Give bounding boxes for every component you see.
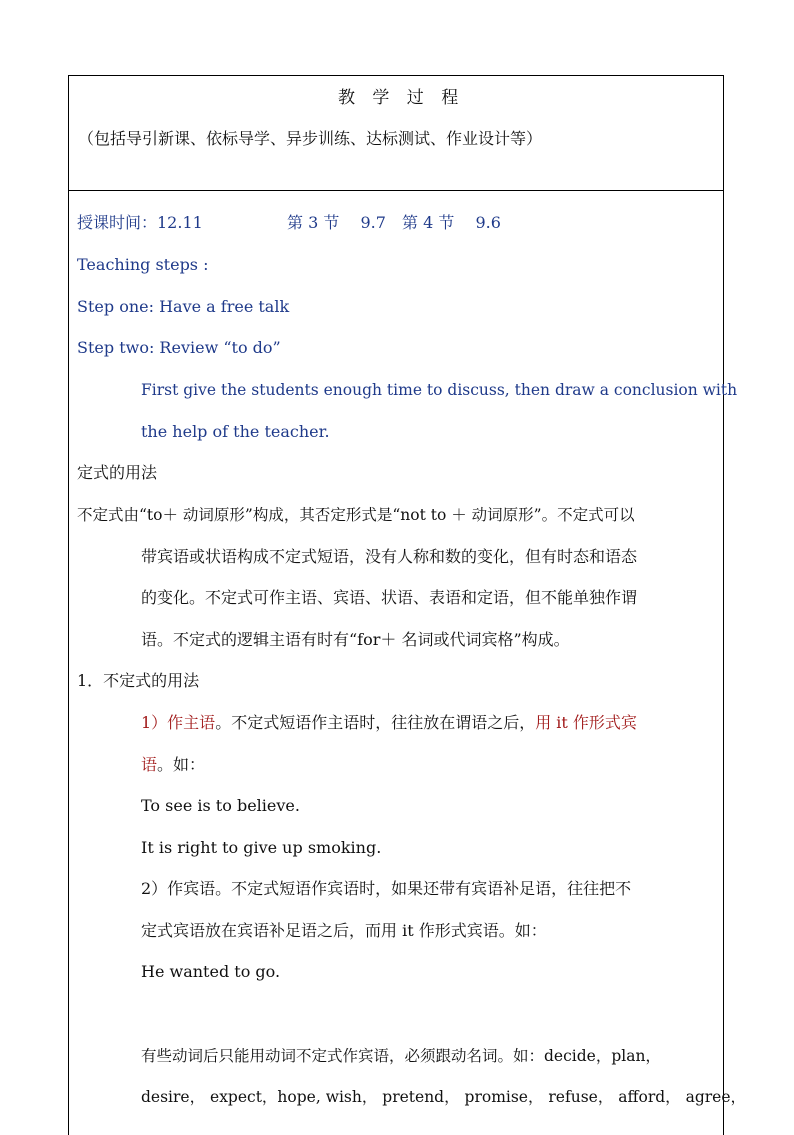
item-1-highlight-end: 语 <box>141 755 158 774</box>
page-title: 教 学 过 程 <box>338 88 465 108</box>
item-1-line-2 <box>141 755 205 775</box>
intro-line-2: 带宾语或状语构成不定式短语，没有人称和数的变化，但有时态和语态 <box>141 547 638 566</box>
teaching-steps-heading: Teaching steps : <box>77 255 209 274</box>
item-1-example-1: To see is to believe. <box>141 796 300 815</box>
schedule-section-3: 第 3 节 9.7 <box>287 213 386 232</box>
discuss-line-2: the help of the teacher. <box>141 422 330 441</box>
verbs-line-1: 有些动词后只能用动词不定式作宾语，必须跟动名词。如：decide，plan， <box>141 1047 661 1065</box>
section-1-heading: 1．不定式的用法 <box>77 671 200 690</box>
schedule-date: 授课时间：12.11 <box>77 213 203 232</box>
intro-line-1: 不定式由“to＋ 动词原形”构成，其否定形式是“not to ＋ 动词原形”。不定式可以 <box>77 506 635 524</box>
item-1-line-1 <box>141 713 637 733</box>
item-1-text-end: 。如： <box>157 755 206 774</box>
item-2-example: He wanted to go. <box>141 962 281 981</box>
discuss-line-1: First give the students enough time to discuss, then draw a conclusion with <box>141 381 738 399</box>
intro-line-3: 的变化。不定式可作主语、宾语、状语、表语和定语，但不能单独作谓 <box>141 588 638 607</box>
schedule-section-4: 第 4 节 9.6 <box>402 213 501 232</box>
header-divider <box>68 190 724 191</box>
usage-heading: 定式的用法 <box>77 463 158 482</box>
item-2-line-1: 2）作宾语。不定式短语作宾语时，如果还带有宾语补足语，往往把不 <box>141 879 632 898</box>
item-1-example-2: It is right to give up smoking. <box>141 838 382 857</box>
intro-line-4: 语。不定式的逻辑主语有时有“for＋ 名词或代词宾格”构成。 <box>141 630 570 649</box>
item-1-label: 1）作主语 <box>141 713 216 732</box>
item-1-text: 。不定式短语作主语时，往往放在谓语之后， <box>215 713 536 732</box>
item-1-highlight: 用 it 作形式宾 <box>535 713 637 732</box>
item-2-line-2: 定式宾语放在宾语补足语之后，而用 it 作形式宾语。如： <box>141 921 547 940</box>
page-subtitle: （包括导引新课、依标导学、异步训练、达标测试、作业设计等） <box>78 129 543 148</box>
step-one: Step one: Have a free talk <box>77 297 290 316</box>
step-two: Step two: Review “to do” <box>77 338 281 357</box>
verbs-line-2: desire， expect，hope, wish， pretend， promise， refuse， afford， agree， <box>141 1088 747 1106</box>
